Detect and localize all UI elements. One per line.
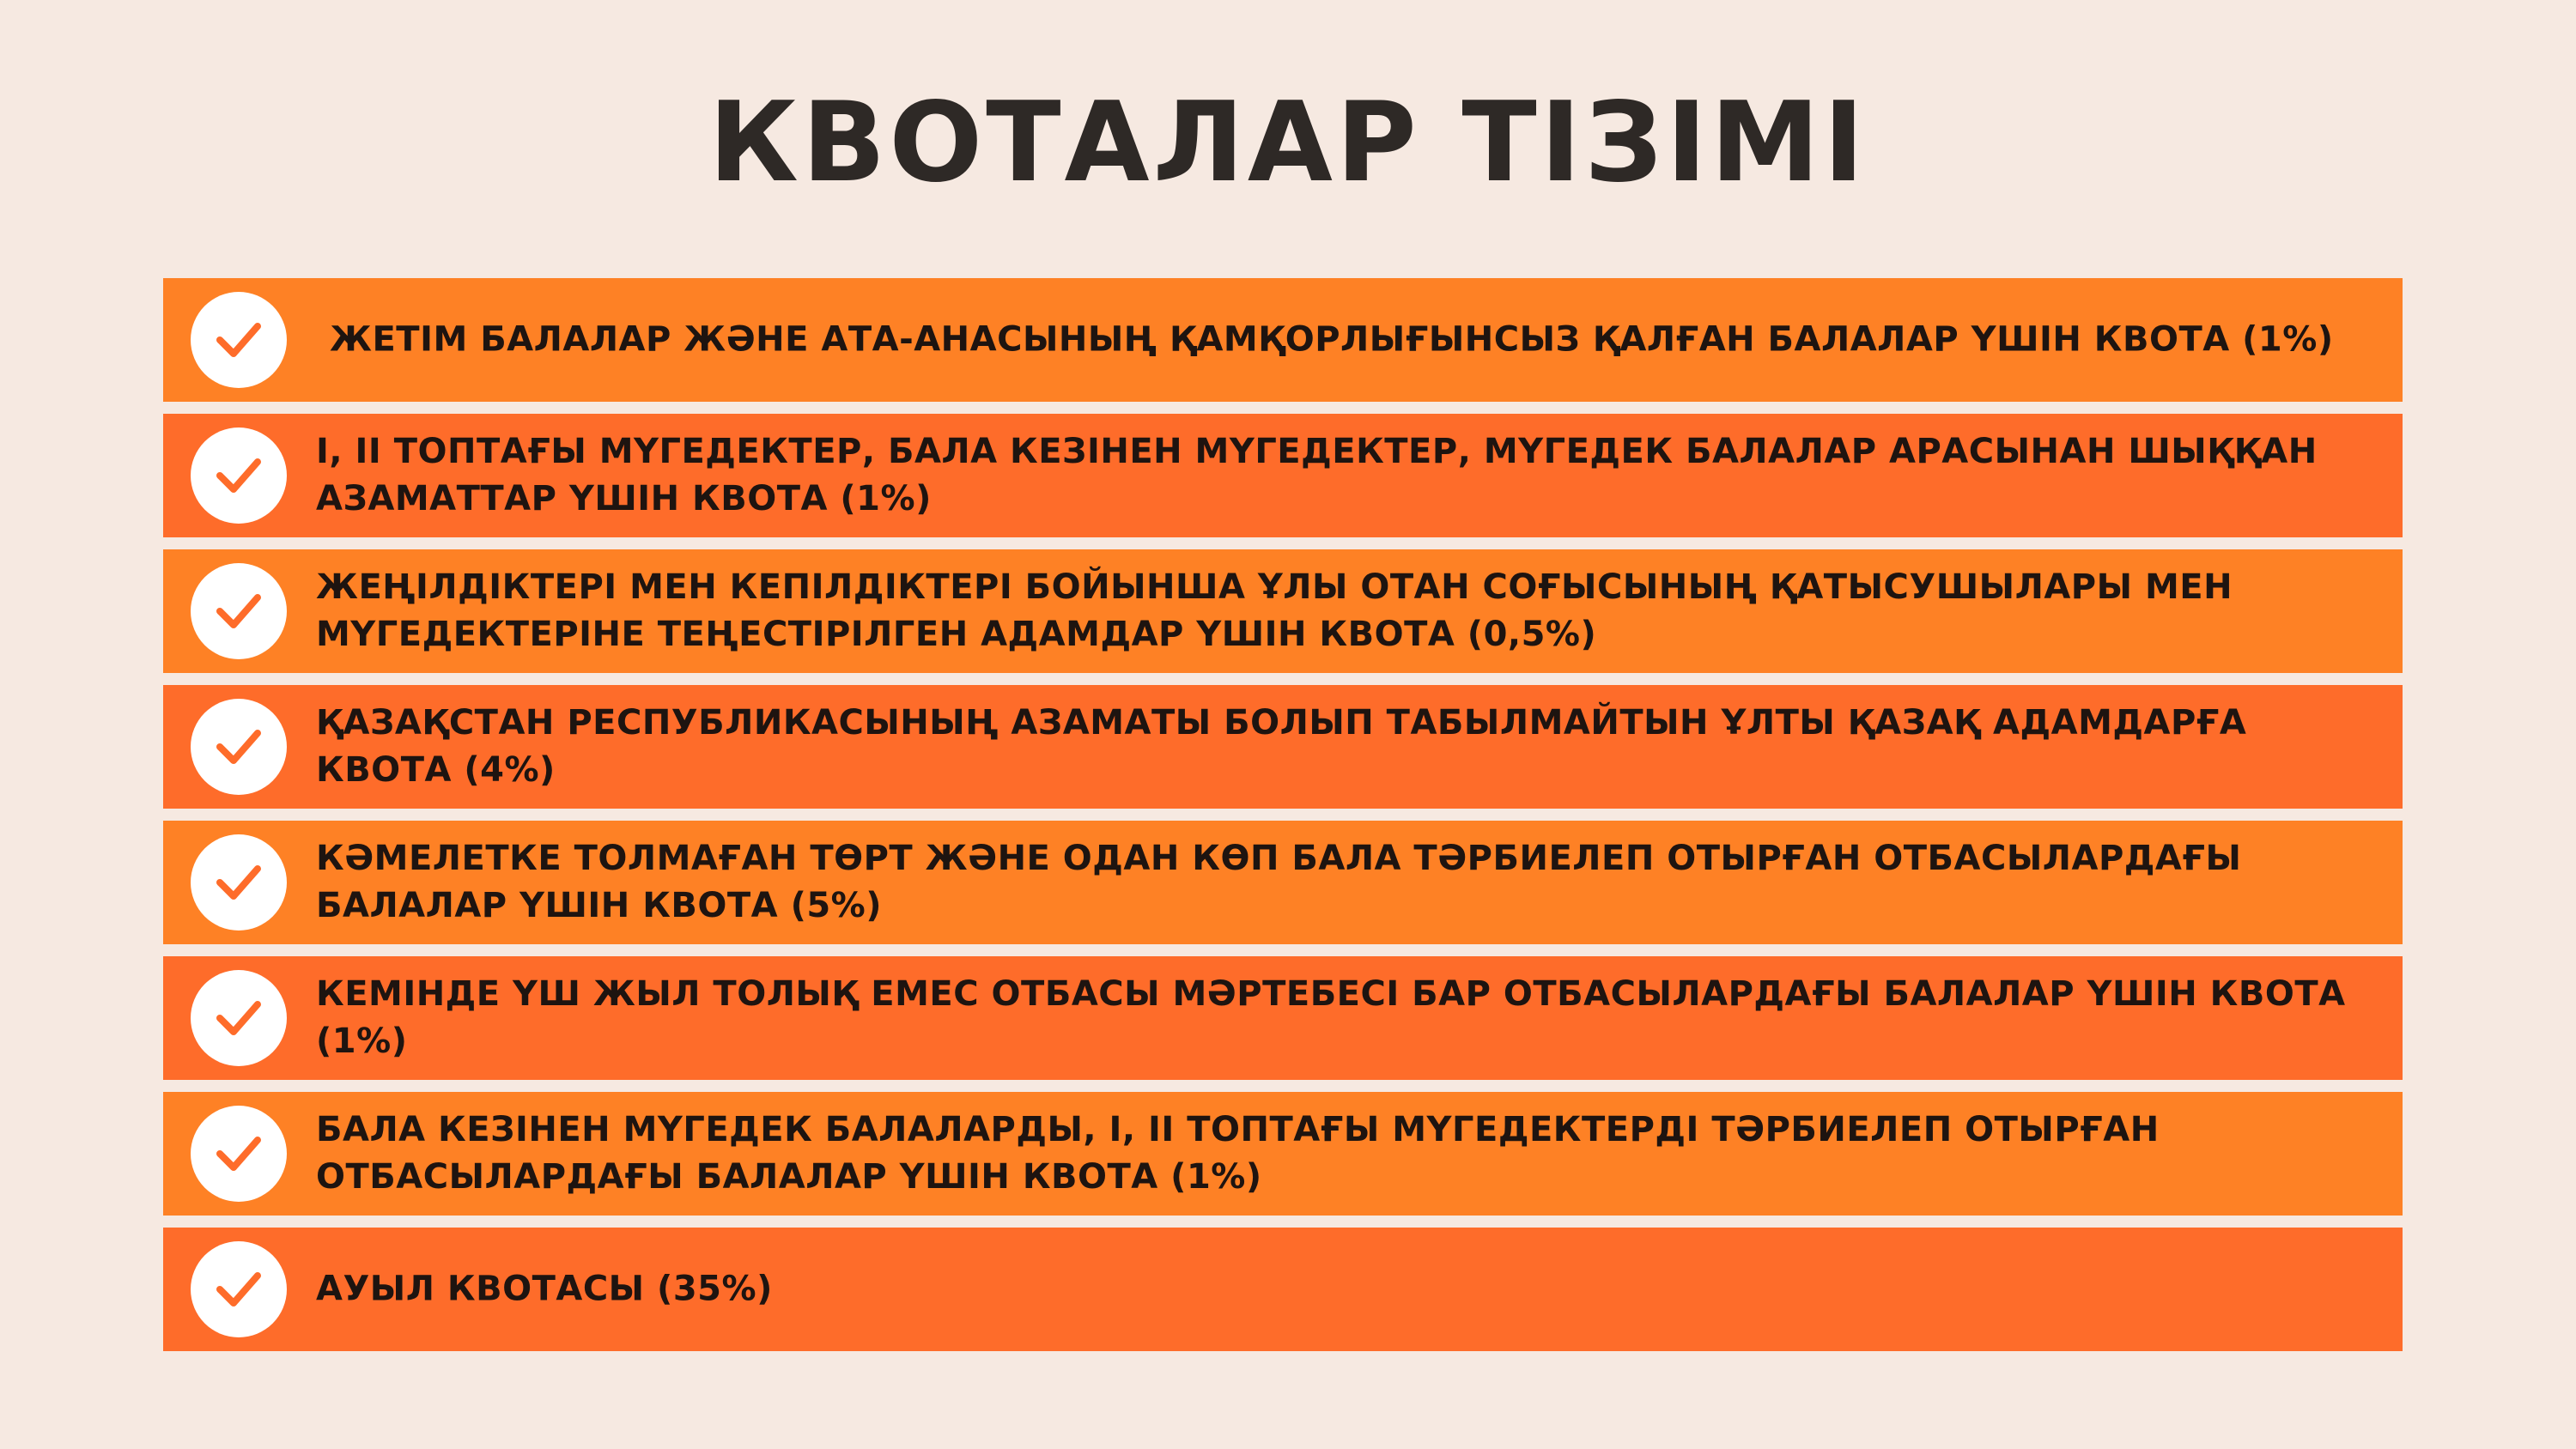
list-item: [163, 685, 2403, 809]
list-item: [163, 1092, 2403, 1216]
list-item-text: ЖЕҢІЛДІКТЕРІ МЕН КЕПІЛДІКТЕРІ БОЙЫНША ҰЛЫ ОТАН СОҒЫСЫНЫҢ ҚАТЫСУШЫЛАРЫ МЕН МҮГЕДЕКТЕРІНЕ ТЕҢЕСТІРІЛГЕН АДАМДАР ҮШІН КВОТА (0,5%): [316, 567, 2233, 654]
check-icon: [191, 699, 287, 795]
list-item-text: І, ІІ ТОПТАҒЫ МҮГЕДЕКТЕР, БАЛА КЕЗІНЕН МҮГЕДЕКТЕР, МҮГЕДЕК БАЛАЛАР АРАСЫНАН ШЫҚҚАН АЗАМАТТАР ҮШІН КВОТА (1%): [316, 432, 2318, 518]
check-icon: [191, 970, 287, 1066]
page-title: КВОТАЛАР ТІЗІМІ: [708, 79, 1868, 207]
list-item-text: ҚАЗАҚСТАН РЕСПУБЛИКАСЫНЫҢ АЗАМАТЫ БОЛЫП ТАБЫЛМАЙТЫН ҰЛТЫ ҚАЗАҚ АДАМДАРҒА КВОТА (4%): [316, 703, 2247, 790]
list-item-text: АУЫЛ КВОТАСЫ (35%): [316, 1269, 773, 1309]
check-icon: [191, 1106, 287, 1202]
list-item: [163, 1228, 2403, 1351]
check-icon: [191, 563, 287, 659]
check-icon: [191, 1241, 287, 1337]
list-item: [163, 549, 2403, 673]
check-icon: [191, 427, 287, 524]
list-item-text: КӘМЕЛЕТКЕ ТОЛМАҒАН ТӨРТ ЖӘНЕ ОДАН КӨП БАЛА ТӘРБИЕЛЕП ОТЫРҒАН ОТБАСЫЛАРДАҒЫ БАЛАЛАР ҮШІН КВОТА (5%): [316, 839, 2242, 925]
list-item: [163, 414, 2403, 537]
list-item-text: КЕМІНДЕ ҮШ ЖЫЛ ТОЛЫҚ ЕМЕС ОТБАСЫ МӘРТЕБЕСІ БАР ОТБАСЫЛАРДАҒЫ БАЛАЛАР ҮШІН КВОТА (1%): [316, 974, 2346, 1061]
quota-list: [163, 278, 2403, 1363]
list-item: [163, 821, 2403, 944]
list-item: [163, 278, 2403, 402]
list-item: [163, 956, 2403, 1080]
list-item-text: ЖЕТІМ БАЛАЛАР ЖӘНЕ АТА-АНАСЫНЫҢ ҚАМҚОРЛЫҒЫНСЫЗ ҚАЛҒАН БАЛАЛАР ҮШІН КВОТА (1%): [330, 319, 2334, 360]
check-icon: [191, 834, 287, 931]
list-item-text: БАЛА КЕЗІНЕН МҮГЕДЕК БАЛАЛАРДЫ, І, ІІ ТОПТАҒЫ МҮГЕДЕКТЕРДІ ТӘРБИЕЛЕП ОТЫРҒАН ОТБАСЫЛАРДАҒЫ БАЛАЛАР ҮШІН КВОТА (1%): [316, 1110, 2160, 1197]
check-icon: [191, 292, 287, 388]
